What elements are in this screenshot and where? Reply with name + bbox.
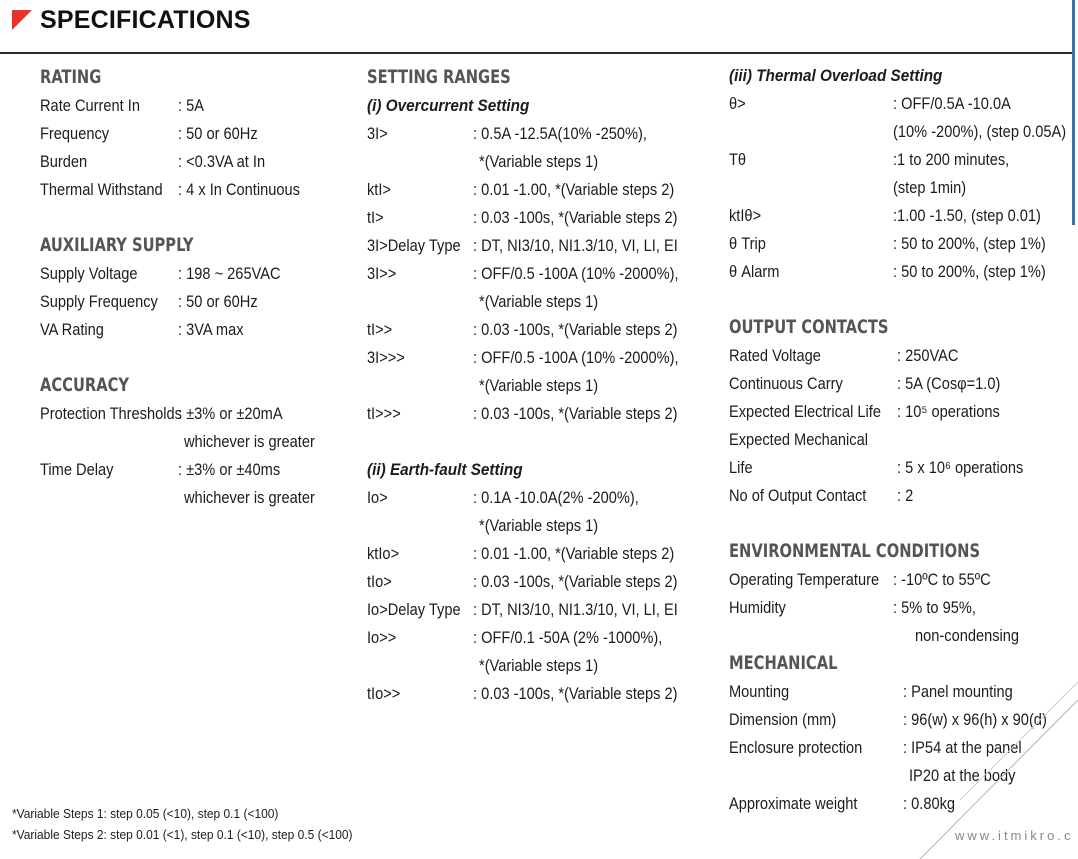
spec-label: Expected Mechanical: [729, 430, 868, 449]
footnote-variable-steps-1: *Variable Steps 1: step 0.05 (<10), step 0.1 (<100): [12, 806, 279, 821]
spec-value: : OFF/0.5 -100A (10% -2000%),: [473, 264, 679, 283]
spec-value: : 10⁵ operations: [897, 402, 1000, 421]
spec-label: Rate Current In: [40, 96, 140, 115]
accuracy-heading: ACCURACY: [40, 374, 130, 396]
spec-value: : -10ºC to 55ºC: [893, 570, 991, 589]
footnote-variable-steps-2: *Variable Steps 2: step 0.01 (<1), step 0.1 (<10), step 0.5 (<100): [12, 827, 353, 842]
spec-value: : 2: [897, 486, 914, 505]
spec-label: ktIθ>: [729, 206, 762, 225]
spec-value: : 4 x In Continuous: [178, 180, 300, 199]
spec-label: tI>: [367, 208, 384, 227]
spec-label: tIo>: [367, 572, 392, 591]
spec-label: Dimension (mm): [729, 710, 837, 729]
spec-label: VA Rating: [40, 320, 104, 339]
spec-label: 3I>>: [367, 264, 397, 283]
spec-label: Io>Delay Type: [367, 600, 461, 619]
spec-label: 3I>Delay Type: [367, 236, 461, 255]
watermark-url: www.itmikro.c: [955, 828, 1074, 843]
spec-value: : 0.03 -100s, *(Variable steps 2): [473, 208, 678, 227]
spec-value: : 0.03 -100s, *(Variable steps 2): [473, 572, 678, 591]
setting-ranges-heading: SETTING RANGES: [367, 66, 511, 88]
spec-label: Mounting: [729, 682, 790, 701]
spec-label: θ Alarm: [729, 262, 780, 281]
spec-value: : OFF/0.5A -10.0A: [893, 94, 1011, 113]
spec-value: : 0.1A -10.0A(2% -200%),: [473, 488, 639, 507]
spec-label: Rated Voltage: [729, 346, 821, 365]
spec-value: : 50 to 200%, (step 1%): [893, 262, 1046, 281]
spec-value-continued: whichever is greater: [184, 488, 315, 507]
spec-label: 3I>: [367, 124, 388, 143]
spec-label: Enclosure protection: [729, 738, 863, 757]
spec-label: Supply Frequency: [40, 292, 158, 311]
spec-value: : ±3% or ±20mA: [178, 404, 283, 423]
spec-value: : DT, NI3/10, NI1.3/10, VI, LI, EI: [473, 236, 678, 255]
spec-value: : 0.03 -100s, *(Variable steps 2): [473, 684, 678, 703]
spec-value: :1 to 200 minutes,: [893, 150, 1010, 169]
spec-label: Protection Thresholds: [40, 404, 182, 423]
spec-value-continued: *(Variable steps 1): [479, 516, 599, 535]
spec-value-continued: IP20 at the body: [909, 766, 1016, 785]
spec-value-continued: *(Variable steps 1): [479, 376, 599, 395]
spec-value-continued: *(Variable steps 1): [479, 656, 599, 675]
spec-label: Life: [729, 458, 753, 477]
spec-label: θ Trip: [729, 234, 766, 253]
spec-value: : 0.01 -1.00, *(Variable steps 2): [473, 180, 675, 199]
spec-value: : 3VA max: [178, 320, 244, 339]
spec-value: : 0.03 -100s, *(Variable steps 2): [473, 404, 678, 423]
page-title: SPECIFICATIONS: [40, 6, 251, 34]
spec-value: : Panel mounting: [903, 682, 1013, 701]
spec-value: : 198 ~ 265VAC: [178, 264, 281, 283]
spec-label: Supply Voltage: [40, 264, 138, 283]
spec-label: Expected Electrical Life: [729, 402, 881, 421]
spec-value-continued: *(Variable steps 1): [479, 292, 599, 311]
spec-label: Frequency: [40, 124, 110, 143]
spec-label: Burden: [40, 152, 88, 171]
spec-value: : 96(w) x 96(h) x 90(d): [903, 710, 1047, 729]
spec-label: tI>>: [367, 320, 393, 339]
rating-heading: RATING: [40, 66, 102, 88]
overcurrent-subheading: (i) Overcurrent Setting: [367, 96, 530, 115]
thermal-overload-subheading: (iii) Thermal Overload Setting: [729, 66, 943, 85]
spec-label: Approximate weight: [729, 794, 858, 813]
spec-value-continued: (step 1min): [893, 178, 967, 197]
spec-label: Continuous Carry: [729, 374, 843, 393]
spec-label: No of Output Contact: [729, 486, 867, 505]
spec-value: : 50 or 60Hz: [178, 292, 258, 311]
spec-label: ktI>: [367, 180, 391, 199]
spec-label: Time Delay: [40, 460, 114, 479]
spec-value: : 0.03 -100s, *(Variable steps 2): [473, 320, 678, 339]
spec-label: Io>: [367, 488, 388, 507]
spec-label: Thermal Withstand: [40, 180, 163, 199]
spec-label: Io>>: [367, 628, 397, 647]
spec-value-continued: whichever is greater: [184, 432, 315, 451]
spec-value: : 0.80kg: [903, 794, 956, 813]
spec-label: Tθ: [729, 150, 747, 169]
spec-label: θ>: [729, 94, 746, 113]
spec-value: : 0.01 -1.00, *(Variable steps 2): [473, 544, 675, 563]
spec-label: 3I>>>: [367, 348, 405, 367]
mechanical-heading: MECHANICAL: [729, 652, 838, 674]
spec-value: : <0.3VA at In: [178, 152, 266, 171]
spec-value-continued: *(Variable steps 1): [479, 152, 599, 171]
spec-value: : 5% to 95%,: [893, 598, 976, 617]
spec-label: tIo>>: [367, 684, 401, 703]
spec-value: : OFF/0.1 -50A (2% -1000%),: [473, 628, 663, 647]
spec-value: : 5A: [178, 96, 205, 115]
spec-value: : 0.5A -12.5A(10% -250%),: [473, 124, 647, 143]
spec-value: : 250VAC: [897, 346, 959, 365]
spec-label: Operating Temperature: [729, 570, 880, 589]
spec-label: Humidity: [729, 598, 786, 617]
spec-value: : IP54 at the panel: [903, 738, 1022, 757]
earth-fault-subheading: (ii) Earth-fault Setting: [367, 460, 523, 479]
spec-label: ktIo>: [367, 544, 400, 563]
spec-value: : 50 or 60Hz: [178, 124, 258, 143]
spec-value-continued: (10% -200%), (step 0.05A): [893, 122, 1067, 141]
spec-value-continued: non-condensing: [915, 626, 1020, 645]
spec-value: : ±3% or ±40ms: [178, 460, 281, 479]
spec-label: tI>>>: [367, 404, 401, 423]
spec-value: : 5 x 10⁶ operations: [897, 458, 1024, 477]
spec-value: : DT, NI3/10, NI1.3/10, VI, LI, EI: [473, 600, 678, 619]
spec-value: : 5A (Cosφ=1.0): [897, 374, 1001, 393]
spec-value: :1.00 -1.50, (step 0.01): [893, 206, 1041, 225]
auxiliary-supply-heading: AUXILIARY SUPPLY: [40, 234, 194, 256]
spec-value: : 50 to 200%, (step 1%): [893, 234, 1046, 253]
spec-value: : OFF/0.5 -100A (10% -2000%),: [473, 348, 679, 367]
environmental-heading: ENVIRONMENTAL CONDITIONS: [729, 540, 981, 562]
output-contacts-heading: OUTPUT CONTACTS: [729, 316, 889, 338]
